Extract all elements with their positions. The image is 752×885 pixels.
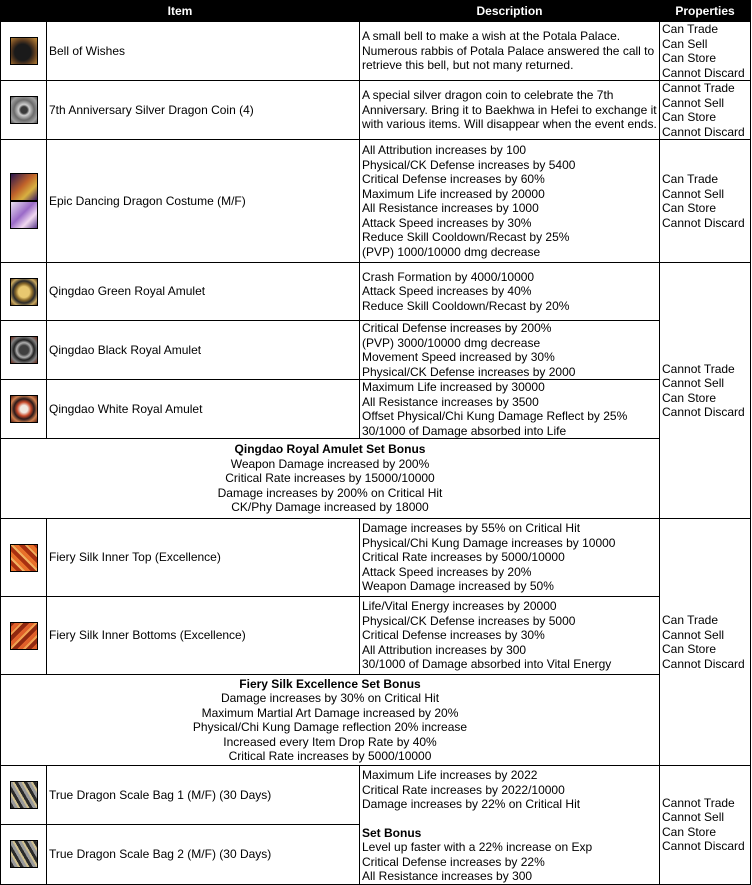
stat-line: 30/1000 of Damage absorbed into Vital Energy xyxy=(362,657,612,672)
set-bonus-line: Critical Rate increases by 5000/10000 xyxy=(228,749,432,763)
item-properties xyxy=(660,22,751,81)
silk-bottoms-icon xyxy=(10,622,38,650)
item-name: Qingdao Black Royal Amulet xyxy=(47,321,360,380)
property: Cannot Discard xyxy=(662,656,745,671)
item-name: Bell of Wishes xyxy=(47,22,360,81)
property: Can Store xyxy=(662,824,717,839)
bell-icon xyxy=(10,37,38,65)
property: Cannot Sell xyxy=(662,95,725,110)
stat-line: All Attribution increases by 100 xyxy=(362,143,527,157)
item-name: Epic Dancing Dragon Costume (M/F) xyxy=(47,140,360,263)
item-description xyxy=(360,22,660,81)
header-item: Item xyxy=(1,1,360,22)
property: Cannot Discard xyxy=(662,65,745,80)
stat-line: Damage increases by 22% on Critical Hit xyxy=(362,797,581,811)
table-row xyxy=(1,766,751,825)
set-bonus-line: Increased every Item Drop Rate by 40% xyxy=(223,734,437,749)
costume-male-icon xyxy=(10,173,38,201)
property: Can Trade xyxy=(662,22,719,36)
table-row xyxy=(1,140,751,263)
item-description xyxy=(360,519,660,597)
item-name: True Dragon Scale Bag 2 (M/F) (30 Days) xyxy=(47,825,360,884)
set-bonus-title: Fiery Silk Excellence Set Bonus xyxy=(239,676,421,691)
stat-line: Critical Rate increases by 5000/10000 xyxy=(362,550,565,565)
item-icon-cell xyxy=(1,140,47,263)
stat-line: Attack Speed increases by 40% xyxy=(362,284,532,299)
silk-set-bonus xyxy=(1,675,660,766)
item-name: Fiery Silk Inner Top (Excellence) xyxy=(47,519,360,597)
item-icon-cell xyxy=(1,519,47,597)
table-row xyxy=(1,81,751,140)
stat-line: Physical/CK Defense increases by 2000 xyxy=(362,364,576,379)
stat-line: All Attribution increases by 300 xyxy=(362,642,527,657)
black-amulet-icon xyxy=(10,336,38,364)
set-bonus-title: Set Bonus xyxy=(362,825,422,840)
property: Can Trade xyxy=(662,613,719,627)
stat-line: Attack Speed increases by 30% xyxy=(362,215,532,230)
property: Cannot Trade xyxy=(662,795,735,810)
table-row xyxy=(1,263,751,321)
stat-line: Life/Vital Energy increases by 20000 xyxy=(362,599,557,614)
property: Can Store xyxy=(662,642,717,656)
silk-top-icon xyxy=(10,544,38,572)
white-amulet-icon xyxy=(10,395,38,423)
item-icon-cell xyxy=(1,22,47,81)
costume-female-icon xyxy=(10,201,38,229)
header-description: Description xyxy=(360,1,660,22)
property: Cannot Sell xyxy=(662,186,725,201)
item-description xyxy=(360,380,660,439)
bag-properties xyxy=(660,766,751,885)
stat-line: 30/1000 of Damage absorbed into Life xyxy=(362,423,567,438)
property: Cannot Discard xyxy=(662,124,745,139)
table-row xyxy=(1,321,751,380)
table-row xyxy=(1,519,751,597)
stat-line: Maximum Life increased by 20000 xyxy=(362,186,545,201)
stat-line: Physical/CK Defense increases by 5000 xyxy=(362,613,576,628)
property: Can Store xyxy=(662,110,717,124)
stat-line: Critical Defense increases by 60% xyxy=(362,172,545,186)
stat-line: Maximum Life increases by 2022 xyxy=(362,768,538,782)
stat-line: Weapon Damage increased by 50% xyxy=(362,579,554,594)
spacer xyxy=(362,812,657,826)
bag-description xyxy=(360,766,660,885)
stat-line: All Resistance increases by 3500 xyxy=(362,394,539,409)
property: Can Sell xyxy=(662,36,708,51)
stat-line: Crash Formation by 4000/10000 xyxy=(362,269,535,284)
item-icon-cell xyxy=(1,825,47,884)
stat-line: Critical Rate increases by 2022/10000 xyxy=(362,782,565,797)
set-bonus-line: Weapon Damage increased by 200% xyxy=(230,456,430,471)
item-icon-cell xyxy=(1,766,47,825)
property: Cannot Discard xyxy=(662,215,745,230)
stat-line: Damage increases by 55% on Critical Hit xyxy=(362,521,581,536)
item-description xyxy=(360,597,660,675)
stat-line: (PVP) 3000/10000 dmg decrease xyxy=(362,335,541,350)
stat-line: Movement Speed increased by 30% xyxy=(362,350,555,364)
description-text: A small bell to make a wish at the Potala Palace. Numerous rabbis of Potala Palace answered the call to retrieve this bell, but not many returned. xyxy=(362,29,655,73)
stat-line: Reduce Skill Cooldown/Recast by 25% xyxy=(362,230,570,244)
item-properties xyxy=(660,140,751,263)
item-name: 7th Anniversary Silver Dragon Coin (4) xyxy=(47,81,360,140)
item-description xyxy=(360,321,660,380)
item-name: Qingdao White Royal Amulet xyxy=(47,380,360,439)
header-row xyxy=(1,1,751,22)
stat-line: Critical Defense increases by 200% xyxy=(362,321,552,335)
set-bonus-row xyxy=(1,439,751,519)
property: Cannot Sell xyxy=(662,376,725,390)
property: Cannot Sell xyxy=(662,627,725,642)
set-bonus-line: Critical Rate increases by 15000/10000 xyxy=(225,471,435,486)
set-bonus-title: Qingdao Royal Amulet Set Bonus xyxy=(234,442,426,457)
dragon-bag-2-icon xyxy=(10,840,38,868)
stat-line: Maximum Life increased by 30000 xyxy=(362,380,545,394)
item-name: True Dragon Scale Bag 1 (M/F) (30 Days) xyxy=(47,766,360,825)
silver-coin-icon xyxy=(10,96,38,124)
dragon-bag-1-icon xyxy=(10,781,38,809)
amulet-set-bonus xyxy=(1,439,660,519)
table-row xyxy=(1,597,751,675)
stat-line: Attack Speed increases by 20% xyxy=(362,564,532,579)
green-amulet-icon xyxy=(10,278,38,306)
set-bonus-line: Damage increases by 200% on Critical Hit xyxy=(217,485,443,500)
item-icon-cell xyxy=(1,321,47,380)
set-bonus-line: Damage increases by 30% on Critical Hit xyxy=(220,691,440,705)
set-bonus-line: All Resistance increases by 300 xyxy=(362,869,533,883)
property: Can Store xyxy=(662,390,717,405)
set-bonus-line: Maximum Martial Art Damage increased by 20% xyxy=(201,705,459,720)
property: Cannot Discard xyxy=(662,405,745,419)
stat-line: Physical/Chi Kung Damage increases by 10000 xyxy=(362,535,616,550)
item-name: Qingdao Green Royal Amulet xyxy=(47,263,360,321)
item-description xyxy=(360,81,660,140)
silk-properties xyxy=(660,519,751,766)
table-row xyxy=(1,380,751,439)
stat-line: Physical/CK Defense increases by 5400 xyxy=(362,157,576,172)
set-bonus-line: CK/Phy Damage increased by 18000 xyxy=(231,500,429,515)
item-name: Fiery Silk Inner Bottoms (Excellence) xyxy=(47,597,360,675)
stat-line: Critical Defense increases by 30% xyxy=(362,628,545,643)
property: Can Store xyxy=(662,201,717,215)
set-bonus-line: Level up faster with a 22% increase on Exp xyxy=(362,840,593,854)
property: Can Trade xyxy=(662,172,719,186)
property: Can Store xyxy=(662,51,717,65)
item-description xyxy=(360,140,660,263)
item-description xyxy=(360,263,660,321)
stat-line: (PVP) 1000/10000 dmg decrease xyxy=(362,244,541,259)
property: Cannot Trade xyxy=(662,81,735,95)
item-icon-cell xyxy=(1,263,47,321)
set-bonus-row xyxy=(1,675,751,766)
property: Cannot Sell xyxy=(662,810,725,825)
stat-line: All Resistance increases by 1000 xyxy=(362,201,539,215)
set-bonus-line: Physical/Chi Kung Damage reflection 20% increase xyxy=(192,720,468,734)
property: Cannot Trade xyxy=(662,361,735,376)
item-icon-cell xyxy=(1,81,47,140)
amulet-properties xyxy=(660,263,751,519)
item-icon-cell xyxy=(1,597,47,675)
table-row xyxy=(1,22,751,81)
item-icon-cell xyxy=(1,380,47,439)
description-text: A special silver dragon coin to celebrate the 7th Anniversary. Bring it to Baekhwa in Hefei to exchange it with various items. Will disappear when the event ends. xyxy=(362,88,657,132)
item-properties xyxy=(660,81,751,140)
set-bonus-line: Critical Defense increases by 22% xyxy=(362,854,545,869)
header-properties: Properties xyxy=(660,1,751,22)
property: Cannot Discard xyxy=(662,839,745,854)
stat-line: Offset Physical/Chi Kung Damage Reflect by 25% xyxy=(362,409,628,423)
stat-line: Reduce Skill Cooldown/Recast by 20% xyxy=(362,298,570,313)
